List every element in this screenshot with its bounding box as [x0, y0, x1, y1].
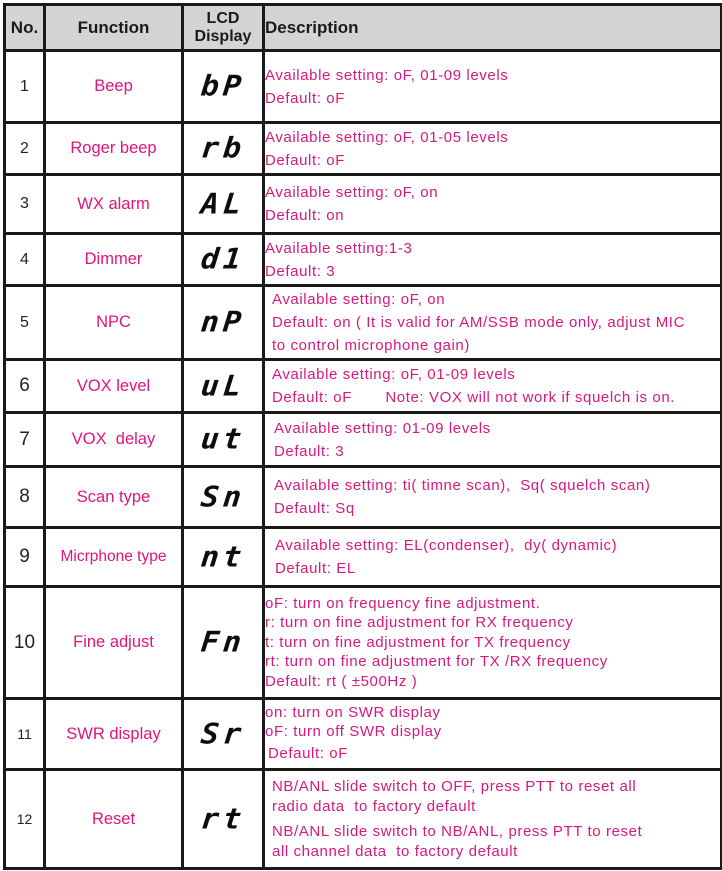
description-line: Available setting: oF, on: [265, 184, 439, 201]
description-cell: [264, 528, 722, 587]
lcd-display-cell: [183, 234, 264, 286]
description-line: Available setting: oF, 01-09 levels: [265, 66, 509, 84]
lcd-display-cell: [183, 770, 264, 869]
function-name: Beep: [45, 51, 183, 123]
lcd-display-cell: [183, 286, 264, 360]
table-row: [5, 286, 722, 360]
description-cell: [264, 467, 722, 528]
function-name: SWR display: [45, 699, 183, 770]
lcd-segment-glyph: Sn: [199, 480, 247, 514]
function-name: Micrphone type: [45, 528, 183, 587]
header-lcd-line2: Display: [194, 27, 252, 45]
description-line: Default: oF: [268, 744, 348, 762]
row-number: 6: [5, 360, 45, 413]
description-line: NB/ANL slide switch to NB/ANL, press PTT to reset: [272, 822, 643, 840]
table-row: [5, 234, 722, 286]
description-line: Available setting: EL(condenser), dy( dynamic): [275, 537, 618, 554]
function-name: Dimmer: [45, 234, 183, 286]
menu-function-table: [3, 3, 722, 870]
table-row: [5, 770, 722, 869]
lcd-display-cell: [183, 175, 264, 234]
lcd-segment-glyph: Fn: [199, 625, 247, 660]
description-line: Default: oF: [265, 151, 345, 169]
row-number: 11: [5, 699, 45, 770]
lcd-segment-glyph: ut: [199, 422, 247, 457]
header-no: No.: [5, 5, 45, 51]
header-row: [5, 5, 722, 51]
header-lcd-display: [183, 5, 264, 51]
row-number: 10: [5, 587, 45, 699]
description-line: radio data to factory default: [272, 797, 476, 815]
lcd-segment-glyph: nt: [199, 540, 247, 574]
table-row: [5, 699, 722, 770]
table-row: [5, 360, 722, 413]
description-line: Available setting: 01-09 levels: [274, 419, 491, 437]
table-row: [5, 528, 722, 587]
description-line: Available setting: oF, 01-09 levels: [272, 366, 516, 383]
description-cell: [264, 699, 722, 770]
lcd-segment-glyph: bP: [199, 69, 247, 104]
lcd-display-cell: [183, 123, 264, 175]
function-name: Scan type: [45, 467, 183, 528]
description-line: Available setting:1-3: [265, 239, 413, 257]
lcd-display-cell: [183, 467, 264, 528]
description-line: Default: oF Note: VOX will not work if squelch is on.: [272, 389, 676, 406]
description-line: to control microphone gain): [272, 337, 470, 354]
description-cell: [264, 286, 722, 360]
lcd-segment-glyph: rt: [199, 802, 247, 836]
description-cell: [264, 234, 722, 286]
description-line: Available setting: ti( timne scan), Sq( squelch scan): [274, 477, 651, 494]
description-line: Available setting: oF, 01-05 levels: [265, 128, 509, 146]
row-number: 9: [5, 528, 45, 587]
function-name: WX alarm: [45, 175, 183, 234]
description-line: Default: Sq: [274, 500, 355, 517]
description-cell: [264, 123, 722, 175]
lcd-segment-glyph: d1: [199, 242, 247, 277]
description-line: on: turn on SWR display: [265, 703, 441, 721]
lcd-segment-glyph: Sr: [199, 717, 247, 751]
description-line: Default: 3: [274, 442, 345, 460]
lcd-segment-glyph: AL: [199, 187, 247, 221]
row-number: 7: [5, 413, 45, 467]
table-row: [5, 51, 722, 123]
lcd-segment-glyph: uL: [199, 369, 247, 403]
function-name: Roger beep: [45, 123, 183, 175]
description-cell: [264, 360, 722, 413]
function-name: Reset: [45, 770, 183, 869]
lcd-display-cell: [183, 699, 264, 770]
table-row: [5, 467, 722, 528]
description-line: NB/ANL slide switch to OFF, press PTT to reset all: [272, 777, 637, 795]
table-row: [5, 123, 722, 175]
description-line: oF: turn off SWR display: [265, 723, 442, 740]
function-name: NPC: [45, 286, 183, 360]
description-cell: [264, 413, 722, 467]
description-line: oF: turn on frequency fine adjustment.: [265, 594, 541, 612]
lcd-display-cell: [183, 587, 264, 699]
lcd-display-cell: [183, 413, 264, 467]
header-function: Function: [45, 5, 183, 51]
description-line: Default: on ( It is valid for AM/SSB mode only, adjust MIC: [272, 314, 686, 331]
description-cell: [264, 51, 722, 123]
row-number: 8: [5, 467, 45, 528]
row-number: 4: [5, 234, 45, 286]
table-row: [5, 413, 722, 467]
description-line: Default: EL: [275, 560, 356, 577]
table-row: [5, 175, 722, 234]
description-line: Default: on: [265, 207, 345, 224]
row-number: 12: [5, 770, 45, 869]
row-number: 5: [5, 286, 45, 360]
row-number: 2: [5, 123, 45, 175]
description-line: all channel data to factory default: [272, 842, 518, 860]
description-line: Default: 3: [265, 262, 336, 280]
description-line: Default: oF: [265, 89, 345, 107]
header-lcd-line1: LCD: [206, 9, 240, 27]
description-line: rt: turn on fine adjustment for TX /RX frequency: [265, 653, 608, 671]
description-line: r: turn on fine adjustment for RX frequency: [265, 614, 574, 632]
function-name: Fine adjust: [45, 587, 183, 699]
description-line: Default: rt ( ±500Hz ): [265, 672, 418, 690]
function-name: VOX level: [45, 360, 183, 413]
lcd-segment-glyph: rb: [199, 131, 247, 166]
lcd-display-cell: [183, 360, 264, 413]
lcd-display-cell: [183, 51, 264, 123]
description-line: t: turn on fine adjustment for TX frequency: [265, 633, 571, 651]
description-cell: [264, 770, 722, 869]
function-name: VOX delay: [45, 413, 183, 467]
table-row: [5, 587, 722, 699]
lcd-display-cell: [183, 528, 264, 587]
description-cell: [264, 175, 722, 234]
lcd-segment-glyph: nP: [199, 305, 247, 340]
row-number: 3: [5, 175, 45, 234]
row-number: 1: [5, 51, 45, 123]
header-description: Description: [264, 5, 722, 51]
description-cell: [264, 587, 722, 699]
description-line: Available setting: oF, on: [272, 291, 446, 308]
